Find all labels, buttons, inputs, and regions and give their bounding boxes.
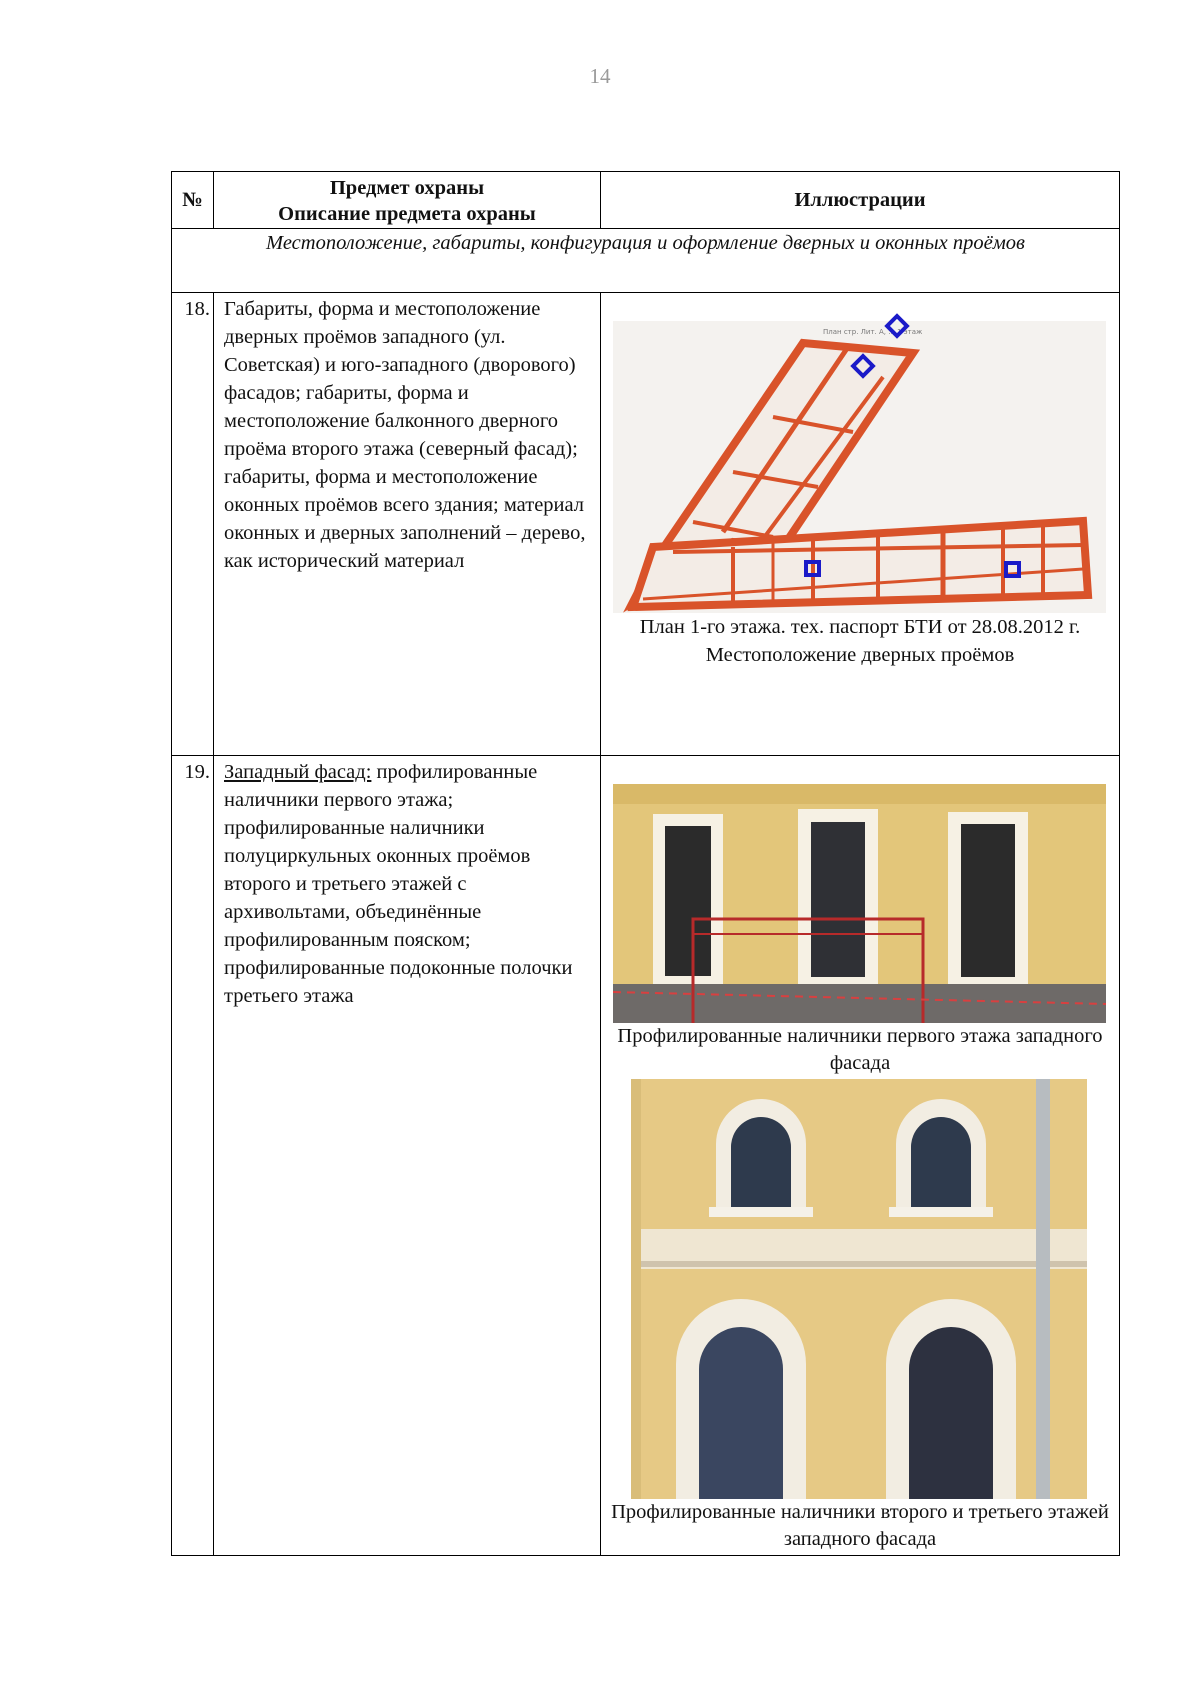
plan-stamp-text: План стр. Лит. А, ... 1 этаж [823,328,923,336]
upper-floors-photo [601,1077,1119,1499]
header-subject-line2: Описание предмета охраны [278,203,536,225]
image-caption: План 1-го этажа. тех. паспорт БТИ от 28.08.2012 г. Местоположение дверных проёмов [639,616,1081,666]
row-number: 19. [172,756,214,1556]
floor-plan-image [601,293,1119,613]
description-heading: Западный фасад: [224,761,372,783]
illustration-cell [601,756,1120,1556]
table-row [172,756,1120,1556]
description-text: профилированные наличники первого этажа; профилированные наличники полуциркульных оконных проёмов второго и третьего этажей с архивольтами, объединённые профилированным пояском; профилированные подоконные полочки третьего этажа [224,761,573,1007]
header-illustrations: Иллюстрации [601,172,1120,229]
upper-floors-facade-photo [631,1079,1087,1499]
row-description [214,756,601,1556]
table-header-row [172,172,1120,229]
row-description: Габариты, форма и местоположение дверных проёмов западного (ул. Советская) и юго-западного (дворового) фасадов; габариты, форма и местоположение балконного дверного проёма второго этажа (северный фасад); габариты, форма и местоположение оконных проёмов всего здания; материал оконных и дверных заполнений – дерево, как исторический материал [214,293,601,756]
header-num: № [172,172,214,229]
first-floor-photo [601,756,1119,1023]
illustration-cell [601,293,1120,756]
table-row [172,293,1120,756]
protection-table [171,171,1120,1556]
header-subject-line1: Предмет охраны [329,177,485,199]
section-title: Местоположение, габариты, конфигурация и оформление дверных и оконных проёмов [172,229,1120,293]
page-number: 14 [589,64,611,88]
header-subject [214,172,601,229]
image-caption: Профилированные наличники первого этажа западного фасада [617,1025,1103,1074]
row-number: 18. [172,293,214,756]
floor-plan-drawing [613,307,1106,613]
section-row [172,229,1120,293]
image-caption: Профилированные наличники второго и третьего этажей западного фасада [611,1501,1109,1550]
first-floor-facade-photo [613,784,1106,1023]
